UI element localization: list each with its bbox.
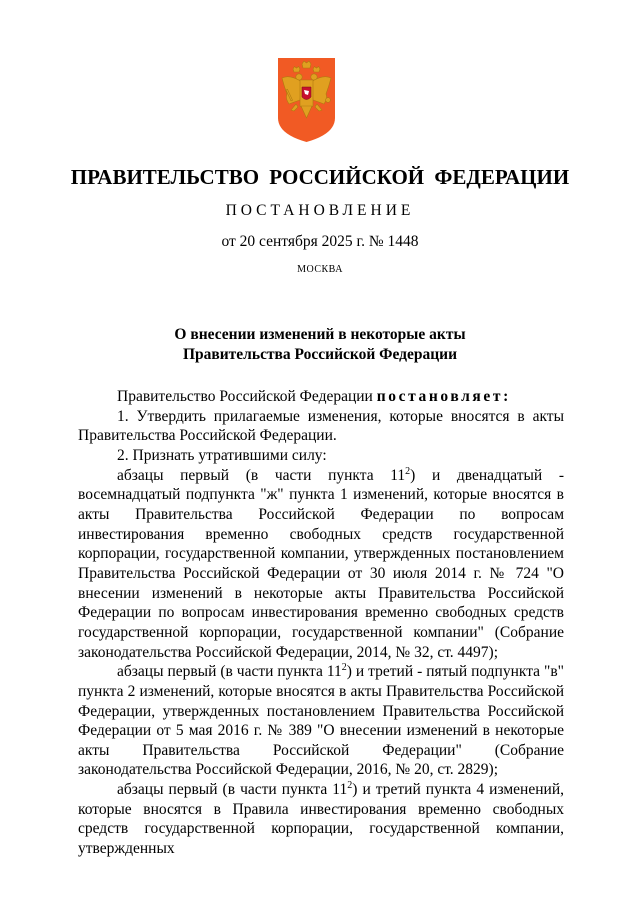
coat-of-arms-icon bbox=[276, 56, 337, 144]
abz-2-sup: 2 bbox=[341, 662, 347, 674]
abz-3-sup: 2 bbox=[347, 779, 353, 791]
intro-text: Правительство Российской Федерации bbox=[117, 388, 377, 405]
subject-line-2: Правительства Российской Федерации bbox=[182, 346, 458, 363]
abz-1-pre: абзацы первый (в части пункта 11 bbox=[117, 466, 406, 484]
city: МОСКВА bbox=[297, 264, 343, 275]
abz-3-post: ) и третий пункта 4 изменений, которые вносятся в Правила инвестирования временно свободных средств государственной корпорации, государственной компании, утвержденных bbox=[78, 781, 564, 858]
abz-2-pre: абзацы первый (в части пункта 11 bbox=[117, 663, 342, 681]
paragraph-abz-3 bbox=[78, 780, 564, 859]
paragraph-abz-1 bbox=[78, 466, 564, 663]
document-body bbox=[78, 387, 564, 859]
document-subject bbox=[0, 325, 640, 365]
abz-1-sup: 2 bbox=[405, 465, 411, 477]
paragraph-abz-2 bbox=[78, 662, 564, 780]
government-title: ПРАВИТЕЛЬСТВО РОССИЙСКОЙ ФЕДЕРАЦИИ bbox=[70, 165, 570, 189]
abz-2-post: ) и третий - пятый подпункта "в" пункта 2 изменений, которые вносятся в акты Правительства Российской Федерации, утвержденных постановлением Правительства Российской Федерации от 5 мая 2016 г. № 389 "О внесении изменений в некоторые акты Правительства Российской Федерации" (Собрание законодательства Российской Федерации, 2016, № 20, ст. 2829); bbox=[78, 663, 564, 779]
resolves-word: постановляет: bbox=[376, 388, 511, 405]
item-2: 2. Признать утратившими силу: bbox=[117, 446, 327, 464]
abz-1-post: ) и двенадцатый - восемнадцатый подпункта "ж" пункта 1 изменений, которые вносятся в акты Правительства Российской Федерации по вопросам инвестирования временно свободных средств государственной корпорации, государственной компании, утвержденных постановлением Правительства Российской Федерации от 30 июля 2014 г. № 724 "О внесении изменений в некоторые акты Правительства Российской Федерации по вопросам инвестирования временно свободных средств государственной корпорации, государственной компании" (Собрание законодательства Российской Федерации, 2014, № 32, ст. 4497); bbox=[78, 466, 564, 661]
abz-3-pre: абзацы первый (в части пункта 11 bbox=[117, 781, 348, 799]
subject-line-1: О внесении изменений в некоторые акты bbox=[174, 326, 466, 343]
document-date-number: от 20 сентября 2025 г. № 1448 bbox=[221, 233, 419, 250]
item-1: 1. Утвердить прилагаемые изменения, которые вносятся в акты Правительства Российской Федерации. bbox=[78, 407, 564, 445]
document-type: ПОСТАНОВЛЕНИЕ bbox=[225, 202, 415, 219]
intro-paragraph bbox=[78, 387, 564, 407]
